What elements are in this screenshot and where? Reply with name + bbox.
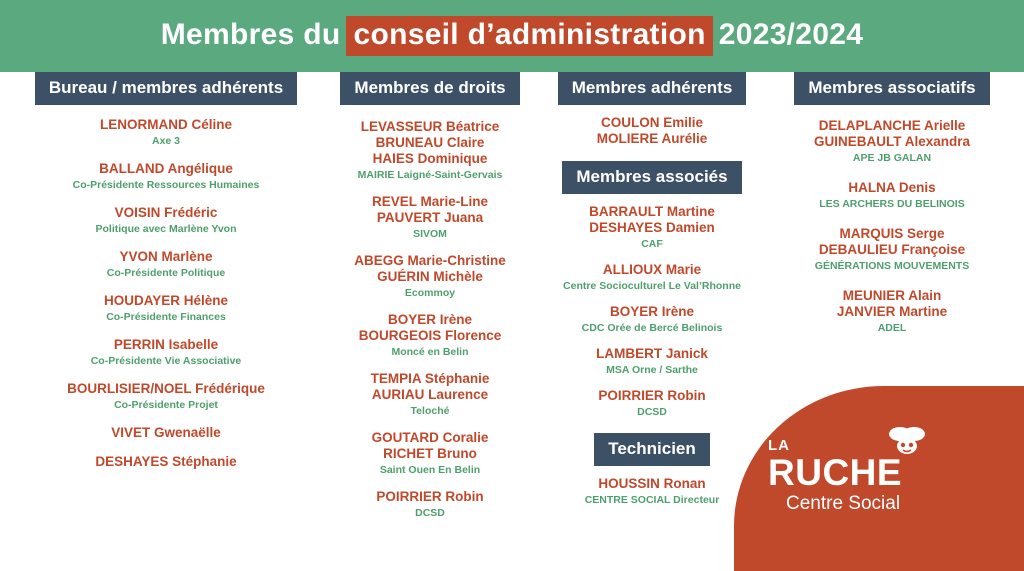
title-part-1: Membres du	[160, 18, 341, 51]
logo-text	[768, 438, 902, 516]
subsection-title-wrap	[546, 161, 758, 194]
section-title: Membres de droits	[340, 72, 519, 105]
logo-line-ruche: RUCHE	[768, 452, 903, 493]
list-item	[18, 161, 314, 192]
list-item	[774, 118, 1010, 165]
entry-list	[546, 204, 758, 419]
list-item	[18, 249, 314, 280]
section-title-wrap	[18, 72, 314, 105]
list-item	[774, 288, 1010, 335]
person-affiliation: APE JB GALAN	[852, 152, 932, 164]
person-affiliation: Co-Présidente Ressources Humaines	[72, 179, 260, 191]
list-item	[18, 117, 314, 148]
person-name: RICHET Bruno	[383, 446, 477, 461]
list-item	[774, 226, 1010, 273]
list-item	[18, 425, 314, 441]
person-name: VIVET Gwenaëlle	[111, 425, 221, 440]
person-affiliation: MAIRIE Laigné-Saint-Gervais	[357, 169, 503, 181]
person-name: BRUNEAU Claire	[375, 135, 485, 150]
column-2	[334, 72, 526, 532]
person-name: HOUSSIN Ronan	[598, 476, 706, 491]
person-name: HAIES Dominique	[372, 151, 488, 166]
person-name: LENORMAND Céline	[99, 117, 232, 132]
person-name: MOLIERE Aurélie	[596, 131, 708, 146]
person-name: POIRRIER Robin	[376, 489, 484, 504]
column-4	[774, 72, 1010, 350]
person-name: COULON Emilie	[600, 115, 703, 130]
subsection-title: Membres associés	[562, 161, 741, 194]
person-name: GUÉRIN Michèle	[377, 269, 483, 284]
list-item	[546, 346, 758, 377]
person-affiliation: CAF	[641, 238, 663, 250]
subsection	[546, 433, 758, 507]
title-part-2: 2023/2024	[718, 18, 864, 51]
person-affiliation: Co-Présidente Finances	[106, 311, 226, 323]
person-name: GUINEBAULT Alexandra	[813, 134, 971, 149]
person-affiliation: CDC Orée de Bercé Belinois	[581, 322, 723, 334]
list-item	[546, 476, 758, 507]
list-item	[546, 304, 758, 335]
person-affiliation: Centre Socioculturel Le Val’Rhonne	[563, 280, 741, 292]
person-name: BARRAULT Martine	[589, 204, 715, 219]
person-affiliation: Ecommoy	[404, 287, 456, 299]
person-name: DELAPLANCHE Arielle	[818, 118, 966, 133]
entry-list	[774, 118, 1010, 335]
person-name: TEMPIA Stéphanie	[370, 371, 490, 386]
entry-list	[334, 119, 526, 520]
section-title-wrap	[334, 72, 526, 105]
list-item	[546, 204, 758, 251]
list-item	[546, 115, 758, 147]
section-title-wrap	[774, 72, 1010, 105]
person-name: PAUVERT Juana	[376, 210, 484, 225]
list-item	[546, 262, 758, 293]
list-item	[334, 253, 526, 300]
person-name: LEVASSEUR Béatrice	[360, 119, 500, 134]
entry-list	[18, 117, 314, 470]
person-affiliation: Co-Présidente Politique	[106, 267, 226, 279]
person-affiliation: SIVOM	[413, 228, 447, 240]
list-item	[18, 381, 314, 412]
list-item	[18, 293, 314, 324]
list-item	[334, 194, 526, 241]
person-name: YVON Marlène	[119, 249, 213, 264]
person-name: BOURLISIER/NOEL Frédérique	[67, 381, 265, 396]
person-name: BOURGEOIS Florence	[358, 328, 502, 343]
section-title-wrap	[546, 72, 758, 105]
person-name: DEBAULIEU Françoise	[818, 242, 966, 257]
person-affiliation: Co-Présidente Vie Associative	[90, 355, 242, 367]
list-item	[774, 180, 1010, 211]
section-title: Membres adhérents	[558, 72, 747, 105]
person-name: PERRIN Isabelle	[113, 337, 219, 352]
page-title	[155, 16, 870, 56]
list-item	[334, 371, 526, 418]
person-affiliation: Teloché	[410, 405, 450, 417]
person-name: ABEGG Marie-Christine	[354, 253, 506, 268]
list-item	[18, 205, 314, 236]
person-affiliation: DCSD	[637, 406, 667, 418]
person-affiliation: LES ARCHERS DU BELINOIS	[819, 198, 965, 210]
section-title: Membres associatifs	[794, 72, 989, 105]
subsection	[546, 161, 758, 419]
person-name: POIRRIER Robin	[598, 388, 706, 403]
column-1	[18, 72, 314, 483]
person-name: LAMBERT Janick	[596, 346, 708, 361]
person-affiliation: Politique avec Marlène Yvon	[95, 223, 237, 235]
person-affiliation: Moncé en Belin	[391, 346, 469, 358]
person-name: ALLIOUX Marie	[602, 262, 702, 277]
person-name: HOUDAYER Hélène	[103, 293, 229, 308]
list-item	[334, 312, 526, 359]
person-affiliation: Axe 3	[151, 135, 181, 147]
person-name: REVEL Marie-Line	[371, 194, 489, 209]
person-name: BOYER Irène	[387, 312, 473, 327]
person-name: HALNA Denis	[848, 180, 936, 195]
entry-list	[546, 476, 758, 507]
person-name: DESHAYES Stéphanie	[95, 454, 237, 469]
person-name: DESHAYES Damien	[589, 220, 715, 235]
person-affiliation: Co-Présidente Projet	[114, 399, 218, 411]
logo-line-la: LA	[768, 437, 790, 454]
person-affiliation: DCSD	[415, 507, 445, 519]
person-name: GOUTARD Coralie	[371, 430, 489, 445]
entry-list	[546, 115, 758, 147]
list-item	[18, 337, 314, 368]
person-affiliation: MSA Orne / Sarthe	[606, 364, 698, 376]
list-item	[334, 489, 526, 520]
person-name: MEUNIER Alain	[842, 288, 942, 303]
list-item	[18, 454, 314, 470]
person-name: JANVIER Martine	[836, 304, 948, 319]
person-name: BALLAND Angélique	[99, 161, 233, 176]
subsection-title-wrap	[546, 433, 758, 466]
person-affiliation: GÉNÉRATIONS MOUVEMENTS	[814, 260, 970, 272]
person-name: AURIAU Laurence	[371, 387, 489, 402]
person-affiliation: CENTRE SOCIAL Directeur	[584, 494, 720, 506]
person-affiliation: ADEL	[877, 322, 907, 334]
header-band	[0, 0, 1024, 72]
person-name: MARQUIS Serge	[839, 226, 945, 241]
person-name: BOYER Irène	[609, 304, 695, 319]
list-item	[546, 388, 758, 419]
column-3	[546, 72, 758, 518]
content-area	[0, 72, 1024, 571]
person-affiliation: Saint Ouen En Belin	[379, 464, 481, 476]
subsection-title: Technicien	[594, 433, 710, 466]
logo-line-centre-social: Centre Social	[786, 493, 901, 514]
title-highlight: conseil d’administration	[346, 16, 712, 56]
list-item	[334, 119, 526, 182]
person-name: VOISIN Frédéric	[114, 205, 218, 220]
section-title: Bureau / membres adhérents	[35, 72, 297, 105]
logo-blob	[734, 386, 1024, 571]
list-item	[334, 430, 526, 477]
